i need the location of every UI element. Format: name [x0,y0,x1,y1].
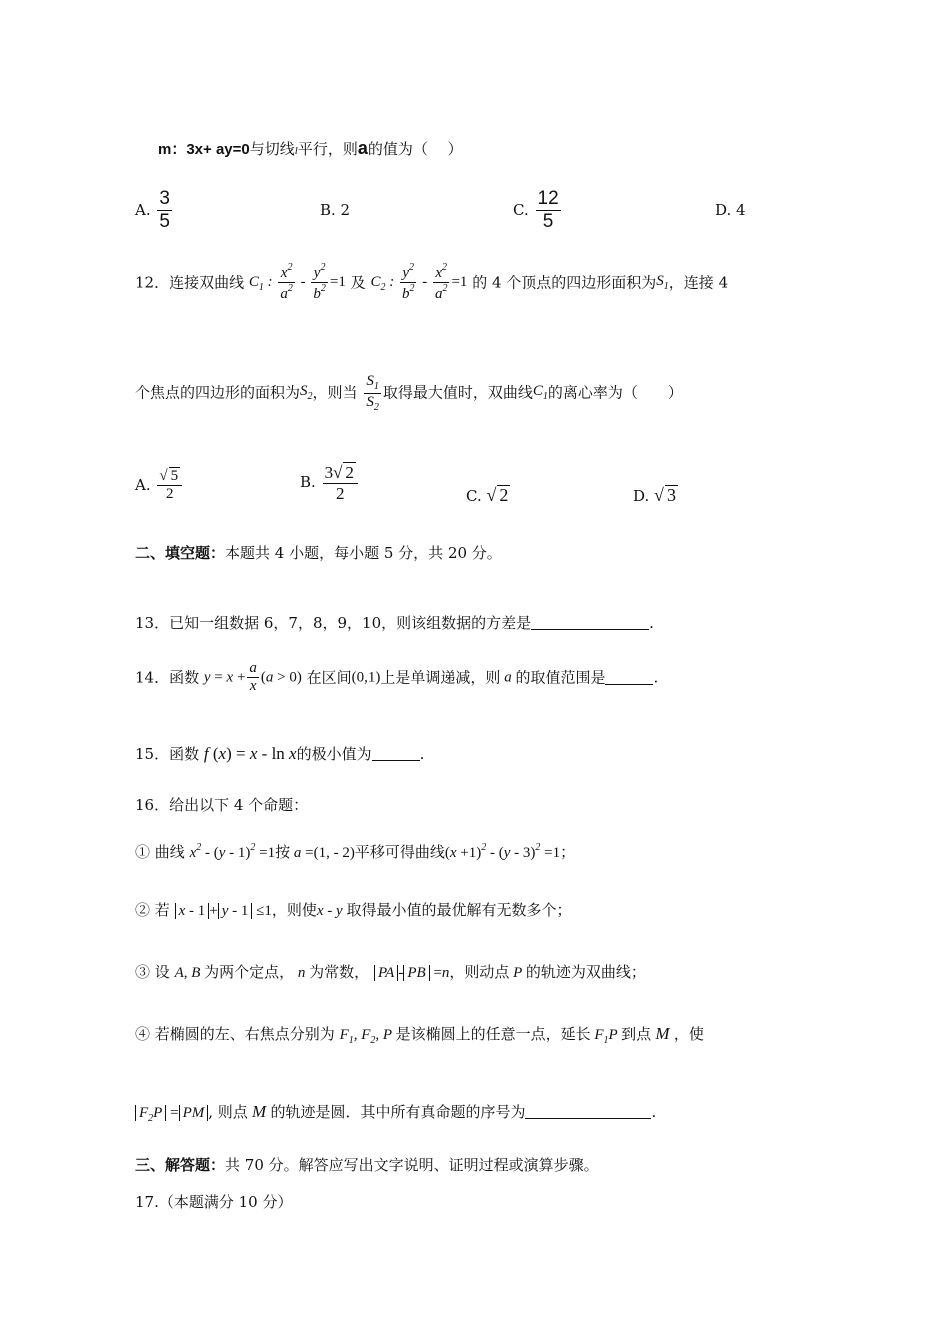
q11-option-a: A. $\frac{3}{5}$ [135,188,170,232]
q16-proposition-4: ④ 若椭圆的左、右焦点分别为 $F_1$, $F_2$, P 是该椭圆上的任意一点，延长 $F_1P$ 到点 M ，使 [135,1024,704,1046]
q11-option-d: D. 4 [715,201,746,219]
q13: 13．已知一组数据 6，7，8，9，10，则该组数据的方差是 . [135,614,654,632]
q12-line1: 12．连接双曲线 $C_1$ : $\frac{x^2}{a^2}$ - $\frac{y^2}{b^2}$ =1 及 $C_2$ : $\frac{y^2}{b^2}$ - $\frac{x^2}{a^2}$ =1 的 4 个顶点的四边形面积为$S_1$，连接 4 [135,262,729,303]
q12-option-d: D. √ 3 [633,485,676,505]
fraction: $\frac{3}{5}$ [159,188,170,232]
q16-proposition-3: ③ 设 A, B 为两个定点， n 为常数， PA - PB =n，则动点 P 的轨迹为双曲线； [135,963,646,981]
q15: 15．函数 f (x) = x - ln x的极小值为 . [135,744,425,763]
q16-proposition-2: ② 若 x - 1 + y - 1 ≤1，则使x - y 取得最小值的最优解有无数多个； [135,901,572,919]
q14: 14．函数 y = x + $\frac{a}{x}$ (a > 0) 在区间(0,1)上是单调递减，则 a 的取值范围是 . [135,660,659,695]
q12-line2: 个焦点的四边形的面积为$S_2$，则当 $\frac{S_1}{S_2}$ 取得最大值时，双曲线$C_1$的离心率为（ ） [135,373,683,413]
answer-blank [531,615,649,630]
hyperbola-c1: $C_1$ : $\frac{x^2}{a^2}$ - $\frac{y^2}{b^2}$ =1 [248,262,346,303]
ratio-s1-s2: $\frac{S_1}{S_2}$ [366,373,379,413]
q11-option-b: B. 2 [320,201,351,219]
hyperbola-c2: $C_2$ : $\frac{y^2}{b^2}$ - $\frac{x^2}{a^2}$ =1 [370,262,468,303]
answer-blank [525,1104,651,1119]
q16-proposition-4-cont: $F_2P$ = PM , 则点 M 的轨迹是圆．其中所有真命题的序号为 . [135,1103,656,1124]
q12-option-c: C. √ 2 [466,485,509,505]
q16-intro: 16．给出以下 4 个命题： [135,796,309,814]
line-equation: m：3x+ ay=0 [158,141,250,158]
q17-heading: 17.（本题满分 10 分） [135,1193,293,1211]
q11-option-c: C. $\frac{12}{5}$ [513,188,559,232]
fraction: $\frac{12}{5}$ [537,188,559,232]
section-3-heading: 三、解答题：共 70 分。解答应写出文字说明、证明过程或演算步骤。 [135,1156,599,1174]
q12-option-a: A. $\frac{√ 5}{2}$ [135,467,184,504]
answer-blank [605,670,653,685]
answer-blank [372,746,420,761]
q16-proposition-1: ① 曲线 $x^2 - (y - 1)^2 =1$按 a =(1, - 2)平移可得曲线$(x +1)^2 - (y - 3)^2 =1$； [135,842,576,861]
section-2-heading: 二、填空题：本题共 4 小题，每小题 5 分，共 20 分。 [135,544,502,562]
q11-question-line: m：3x+ ay=0与切线l平行，则a的值为（ ） [158,138,463,158]
q12-option-b: B. $\frac{3√ 2}{2}$ [300,462,360,503]
